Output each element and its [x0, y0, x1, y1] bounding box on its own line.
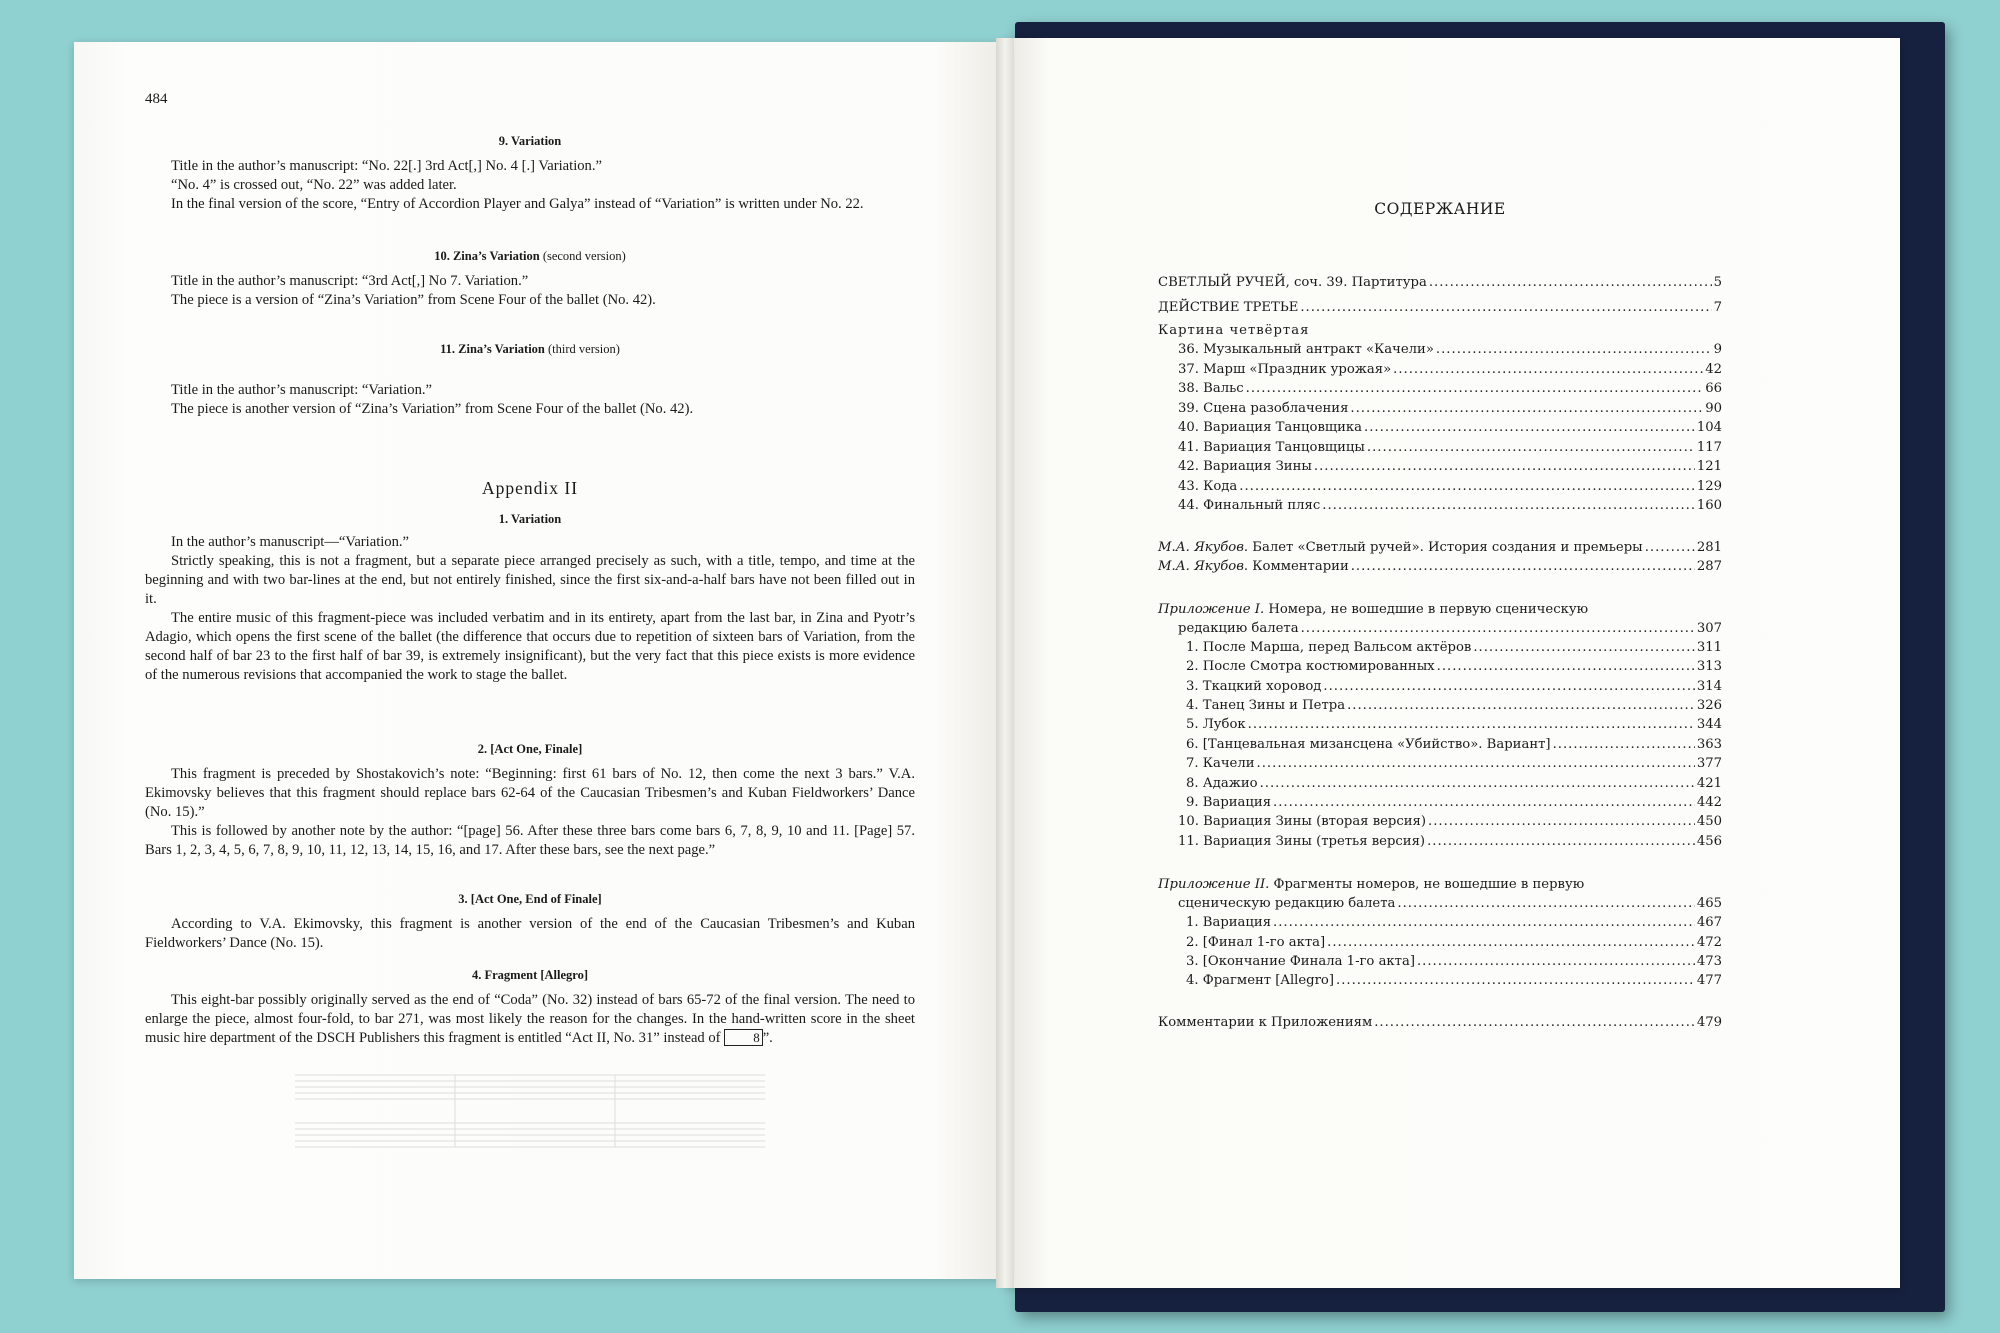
toc-entry-label [1186, 638, 1471, 657]
toc-page-number: 363 [1696, 737, 1722, 752]
toc-entry-text: 9. Вариация [1186, 795, 1272, 810]
toc-leader-dots [1300, 298, 1711, 317]
heading-note: (second version) [542, 249, 626, 263]
toc-page-number: 287 [1696, 559, 1722, 574]
section-11 [145, 340, 915, 419]
section-9 [145, 132, 915, 214]
toc-entry-label [1178, 360, 1391, 379]
toc-entry-label [1178, 340, 1434, 359]
toc-page-number: 307 [1696, 621, 1722, 636]
toc-entry [1158, 538, 1722, 557]
section-heading: 2. [Act One, Finale] [477, 742, 583, 756]
toc-entry-label [1178, 894, 1395, 913]
toc-entry-label [1186, 754, 1255, 773]
toc-page-number: 450 [1696, 814, 1722, 829]
toc-leader-dots [1246, 379, 1704, 398]
paragraph: This is followed by another note by the author: “[page] 56. After these three bars come bars 6, 7, 8, 9, 10 and 11. [Page] 57. Bars 1, 2, 3, 4, 5, 6, 7, 8, 9, 10, 11, 12, 13, 14, 15, 16, and 17. After these bars, see the next page.” [145, 823, 915, 858]
toc-entry-label [1158, 323, 1309, 338]
toc-leader-dots [1367, 438, 1695, 457]
toc-entry [1158, 557, 1722, 576]
toc-entry-label [1186, 735, 1551, 754]
toc-leader-dots [1301, 619, 1695, 638]
toc-entry-text: 2. После Смотра костюмированных [1186, 659, 1435, 674]
toc-entry [1158, 754, 1722, 773]
toc-leader-dots [1437, 657, 1695, 676]
toc-page-number: 160 [1696, 498, 1722, 513]
paragraph-text: This eight-bar possibly originally served as the end of “Coda” (No. 32) instead of bars 65-72 of the final version. The need to enlarge the piece, almost four-fold, to bar 271, was most likely the reason for the changes. In the hand-written score in the sheet music hire department of the DSCH Publishers this fragment is entitled “Act II, No. 31” instead of [145, 992, 915, 1046]
toc-entry-text: 11. Вариация Зины (третья версия) [1178, 834, 1426, 849]
toc-entry [1158, 1013, 1722, 1032]
page-number: 484 [145, 91, 168, 107]
toc-entry [1158, 696, 1722, 715]
toc-entry [1158, 457, 1722, 476]
toc-entry-label [1178, 812, 1426, 831]
toc-entry-label [1158, 557, 1349, 576]
toc-entry [1158, 438, 1722, 457]
toc-leader-dots [1327, 933, 1695, 952]
toc-leader-dots [1323, 677, 1694, 696]
toc-entry-text: Номера, не вошедшие в первую сценическую [1268, 602, 1589, 617]
section-heading [145, 340, 915, 359]
boxed-number: 8 [724, 1029, 763, 1046]
toc-entry-text: 41. Вариация Танцовщицы [1178, 440, 1365, 455]
toc-page-number: 344 [1696, 717, 1722, 732]
toc-entry [1158, 340, 1722, 359]
toc-entry-label [1186, 696, 1345, 715]
paragraph [145, 991, 915, 1048]
paragraph: The entire music of this fragment-piece was included verbatim and in its entirety, apart from the last bar, in Zina and Pyotr’s Adagio, which opens the first scene of the ballet (the difference that occurs due to repetition of sixteen bars of Variation, from the second half of bar 23 to the first half of bar 39, is extremely insignificant), but the very fact that this piece exists is more evidence of the numerous revisions that accompanied the work to stage the ballet. [145, 610, 915, 683]
toc-page-number: 442 [1696, 795, 1722, 810]
toc-entry-text: 38. Вальс [1178, 381, 1244, 396]
heading-note: (third version) [548, 342, 620, 356]
toc-entry [1158, 933, 1722, 952]
toc-leader-dots [1273, 793, 1695, 812]
heading-text: 11. Zina’s Variation [440, 342, 545, 356]
paragraph: The piece is a version of “Zina’s Variation” from Scene Four of the ballet (No. 42). [171, 292, 656, 308]
section-heading [145, 247, 915, 266]
paragraph: According to V.A. Ekimovsky, this fragment is another version of the end of the Caucasian Tribesmen’s and Kuban Fieldworkers’ Dance (No. 15). [145, 916, 915, 951]
toc-entry-text: 44. Финальный пляс [1178, 498, 1321, 513]
toc-leader-dots [1417, 952, 1695, 971]
toc-page-number: 377 [1696, 756, 1722, 771]
toc-entry-text: 1. Вариация [1186, 915, 1272, 930]
paragraph-end: ”. [762, 1030, 773, 1046]
toc-page-number: 472 [1696, 935, 1722, 950]
section-heading: 9. Variation [498, 134, 562, 148]
toc-entry-text: 7. Качели [1186, 756, 1255, 771]
toc-entry-label [1158, 877, 1584, 892]
toc-entry [1158, 321, 1309, 340]
toc-entry [1158, 273, 1722, 292]
toc-page-number: 467 [1696, 915, 1722, 930]
toc-entry-text: 10. Вариация Зины (вторая версия) [1178, 814, 1427, 829]
toc-entry [1158, 418, 1722, 437]
toc-entry-text: 3. [Окончание Финала 1-го акта] [1186, 954, 1415, 969]
toc-page-number: 473 [1696, 954, 1722, 969]
toc-leader-dots [1239, 477, 1695, 496]
toc-entry [1158, 600, 1588, 619]
toc-entry-text: 4. Танец Зины и Петра [1186, 698, 1346, 713]
toc-entry [1158, 715, 1722, 734]
toc-entry [1158, 619, 1722, 638]
toc-entry-text: Картина четвёртая [1158, 323, 1310, 338]
toc-entry-author: Приложение II. [1158, 877, 1274, 892]
toc-entry-label [1158, 538, 1643, 557]
toc-entry-text: 36. Музыкальный антракт «Качели» [1178, 342, 1434, 357]
toc-page-number: 477 [1696, 973, 1722, 988]
toc-entry-author: Приложение I. [1158, 602, 1269, 617]
toc-page-number: 456 [1696, 834, 1722, 849]
toc-entry [1158, 774, 1722, 793]
toc-entry-label [1186, 774, 1258, 793]
section-heading: 4. Fragment [Allegro] [471, 968, 589, 982]
section-heading: 3. [Act One, End of Finale] [458, 892, 602, 906]
toc-page-number: 281 [1696, 540, 1722, 555]
toc-entry-label [1186, 913, 1271, 932]
toc-entry-text: 8. Адажио [1186, 776, 1258, 791]
appendix-title: Appendix II [481, 478, 579, 498]
toc-entry-label [1178, 457, 1312, 476]
toc-leader-dots [1645, 538, 1695, 557]
toc-leader-dots [1322, 496, 1695, 515]
appendix-ii [145, 479, 915, 685]
toc-leader-dots [1257, 754, 1695, 773]
toc-entry [1158, 913, 1722, 932]
toc-entry [1158, 952, 1722, 971]
toc-entry [1158, 298, 1722, 317]
book-gutter [996, 38, 1014, 1288]
paragraph: Title in the author’s manuscript: “3rd Act[,] No 7. Variation.” [171, 273, 529, 289]
toc-entry-label [1186, 677, 1321, 696]
paragraph: In the author’s manuscript—“Variation.” [171, 534, 410, 550]
toc-entry-text: 6. [Танцевальная мизансцена «Убийство». Вариант] [1186, 737, 1551, 752]
toc-entry [1158, 812, 1722, 831]
toc-leader-dots [1260, 774, 1695, 793]
toc-leader-dots [1374, 1013, 1695, 1032]
toc-page-number: 326 [1696, 698, 1722, 713]
appendix-section-4 [145, 966, 915, 1048]
toc-entry-label [1178, 399, 1348, 418]
toc-entry-label [1186, 793, 1271, 812]
toc-entry-text: 42. Вариация Зины [1178, 459, 1312, 474]
toc-entry-label [1178, 832, 1425, 851]
toc-entry [1158, 638, 1722, 657]
toc-entry-text: Комментарии к Приложениям [1158, 1015, 1373, 1030]
toc-entry [1158, 875, 1584, 894]
toc-page-number: 9 [1713, 342, 1722, 357]
toc-entry-label [1158, 1013, 1372, 1032]
toc-leader-dots [1364, 418, 1695, 437]
toc-leader-dots [1473, 638, 1694, 657]
toc-entry-label [1186, 657, 1435, 676]
toc-entry-text: сценическую редакцию балета [1178, 896, 1396, 911]
toc-title: СОДЕРЖАНИЕ [1374, 200, 1506, 218]
toc-page-number: 90 [1705, 401, 1722, 416]
toc-entry-text: Фрагменты номеров, не вошедшие в первую [1273, 877, 1585, 892]
section-10 [145, 247, 915, 310]
paragraph: Title in the author’s manuscript: “No. 22[.] 3rd Act[,] No. 4 [.] Variation.” [171, 158, 602, 174]
toc-page-number: 465 [1696, 896, 1722, 911]
toc-page-number: 7 [1713, 300, 1722, 315]
toc-entry-text: редакцию балета [1178, 621, 1299, 636]
bleed-through-music-staff [295, 1065, 765, 1155]
paragraph: “No. 4” is crossed out, “No. 22” was added later. [171, 177, 457, 193]
heading-text: 10. Zina’s Variation [434, 249, 540, 263]
toc-page-number: 5 [1713, 275, 1722, 290]
toc-leader-dots [1336, 971, 1695, 990]
toc-entry-label [1186, 971, 1334, 990]
toc-entry-text: 3. Ткацкий хоровод [1186, 679, 1322, 694]
toc-leader-dots [1273, 913, 1695, 932]
toc-entry-author: М.А. Якубов. [1158, 559, 1253, 574]
toc-entry [1158, 657, 1722, 676]
toc-entry [1158, 496, 1722, 515]
toc-page-number: 479 [1696, 1015, 1722, 1030]
appendix-section-3 [145, 890, 915, 953]
toc-entry [1158, 971, 1722, 990]
toc-entry-text: 43. Кода [1178, 479, 1238, 494]
paragraph: Strictly speaking, this is not a fragment, but a separate piece arranged precisely as such, with a title, tempo, and time at the beginning and with two bar-lines at the end, but not entirely finished, since the first six-and-a-half bars have not been filled out in it. [145, 553, 915, 607]
toc-entry-label [1178, 619, 1299, 638]
toc-entry-text: 39. Сцена разоблачения [1178, 401, 1349, 416]
toc-page-number: 117 [1696, 440, 1722, 455]
toc-leader-dots [1429, 273, 1712, 292]
toc-entry-text: 40. Вариация Танцовщика [1178, 420, 1363, 435]
toc-entry-label [1186, 933, 1325, 952]
toc-leader-dots [1397, 894, 1694, 913]
toc-entry-text: 5. Лубок [1186, 717, 1246, 732]
paragraph: This fragment is preceded by Shostakovich’s note: “Beginning: first 61 bars of No. 12, then come the next 3 bars.” V.A. Ekimovsky believes that this fragment should replace bars 62-64 of the Caucasian Tribesmen’s and Kuban Fieldworkers’ Dance (No. 15).” [145, 766, 915, 820]
section-heading: 1. Variation [498, 512, 562, 526]
toc-leader-dots [1314, 457, 1695, 476]
toc-leader-dots [1347, 696, 1695, 715]
toc-page-number: 42 [1705, 362, 1722, 377]
toc-entry-text: 2. [Финал 1-го акта] [1186, 935, 1326, 950]
toc-leader-dots [1351, 557, 1695, 576]
toc-entry [1158, 894, 1722, 913]
appendix-section-2 [145, 740, 915, 860]
toc-entry [1158, 793, 1722, 812]
toc-entry [1158, 360, 1722, 379]
toc-page-number: 129 [1696, 479, 1722, 494]
toc-entry [1158, 477, 1722, 496]
toc-entry-text: Комментарии [1252, 559, 1349, 574]
paragraph: Title in the author’s manuscript: “Variation.” [171, 382, 433, 398]
toc-entry-text: Балет «Светлый ручей». История создания и премьеры [1252, 540, 1643, 555]
toc-entry-text: 37. Марш «Праздник урожая» [1178, 362, 1392, 377]
toc-entry-label [1178, 438, 1365, 457]
toc-entry-author: М.А. Якубов. [1158, 540, 1253, 555]
toc-entry-label [1178, 418, 1362, 437]
toc-page-number: 313 [1696, 659, 1722, 674]
toc-entry-label [1158, 298, 1298, 317]
toc-leader-dots [1428, 812, 1695, 831]
toc-leader-dots [1350, 399, 1703, 418]
toc-leader-dots [1553, 735, 1695, 754]
toc-leader-dots [1393, 360, 1703, 379]
toc-entry-label [1158, 273, 1427, 292]
toc-entry [1158, 379, 1722, 398]
toc-page-number: 314 [1696, 679, 1722, 694]
toc-entry [1158, 399, 1722, 418]
toc-entry-text: 1. После Марша, перед Вальсом актёров [1186, 640, 1472, 655]
toc-page-number: 104 [1696, 420, 1722, 435]
toc-entry [1158, 677, 1722, 696]
toc-page-number: 66 [1705, 381, 1722, 396]
toc-page-number: 421 [1696, 776, 1722, 791]
toc-entry [1158, 735, 1722, 754]
toc-entry [1158, 832, 1722, 851]
paragraph: The piece is another version of “Zina’s Variation” from Scene Four of the ballet (No. 42). [171, 401, 694, 417]
toc-entry-text: ДЕЙСТВИЕ ТРЕТЬЕ [1158, 300, 1299, 315]
toc-entry-label [1178, 477, 1237, 496]
toc-page-number: 121 [1696, 459, 1722, 474]
paragraph: In the final version of the score, “Entry of Accordion Player and Galya” instead of “Variation” is written under No. 22. [171, 196, 864, 212]
toc-entry-label [1178, 379, 1244, 398]
toc-entry-text: 4. Фрагмент [Allegro] [1186, 973, 1335, 988]
toc-leader-dots [1248, 715, 1695, 734]
toc-page-number: 311 [1696, 640, 1722, 655]
toc-leader-dots [1436, 340, 1712, 359]
toc-entry-label [1158, 602, 1588, 617]
toc-entry-label [1186, 715, 1246, 734]
toc-entry-label [1178, 496, 1320, 515]
toc-entry-text: СВЕТЛЫЙ РУЧЕЙ, соч. 39. Партитура [1158, 275, 1427, 290]
toc-entry-label [1186, 952, 1415, 971]
toc-leader-dots [1427, 832, 1695, 851]
